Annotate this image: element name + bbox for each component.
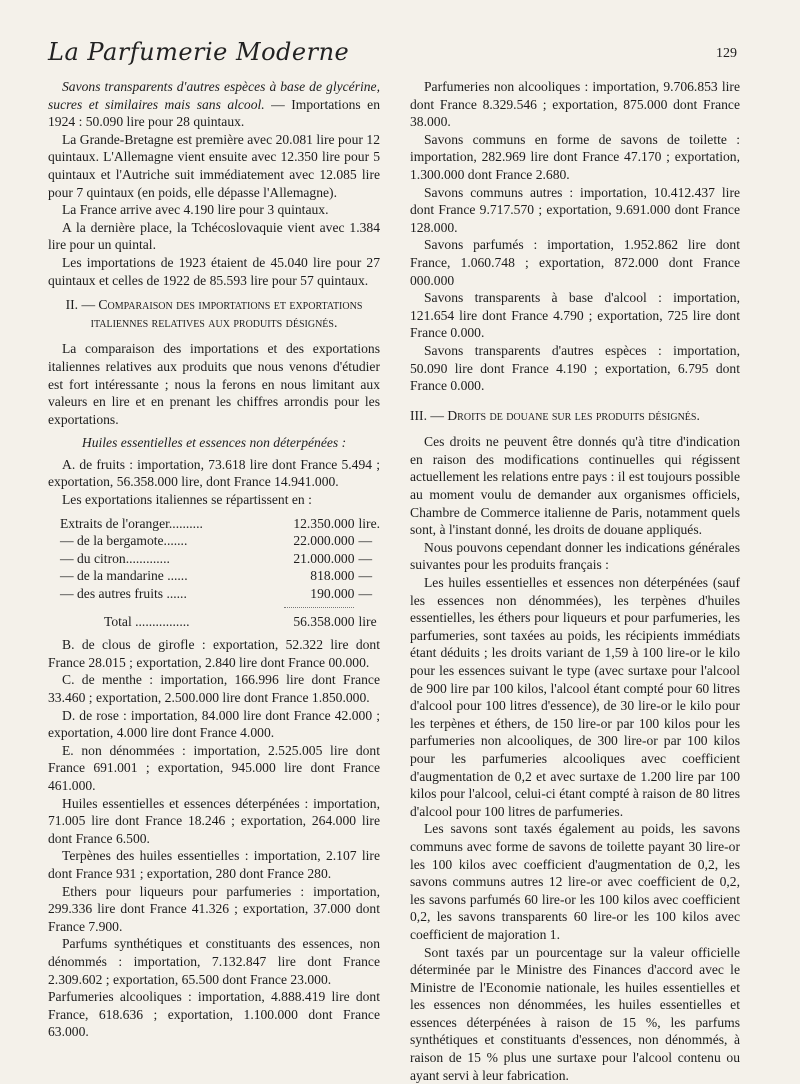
table-cell: 818.000 [277, 567, 354, 585]
table-cell: — [354, 567, 380, 585]
paragraph: Savons parfumés : importation, 1.952.862 lire dont France, 1.060.748 ; exportation, 872.000 dont France 000.000 [410, 236, 740, 289]
paragraph: A la dernière place, la Tchécoslovaquie vient avec 1.384 lire pour un quintal. [48, 219, 380, 254]
right-column [410, 78, 740, 1084]
table-cell: lire [354, 613, 380, 631]
table-cell: 190.000 [277, 585, 354, 603]
paragraph: E. non dénommées : importation, 2.525.005 lire dont France 691.001 ; exportation, 945.000 lire dont France 461.000. [48, 742, 380, 795]
subheading: Huiles essentielles et essences non déterpénées : [48, 434, 380, 452]
paragraph [48, 78, 380, 131]
paragraph: Savons communs en forme de savons de toilette : importation, 282.969 lire dont France 47.170 ; exportation, 1.300.000 dont France 2.680. [410, 131, 740, 184]
table-cell: — [354, 550, 380, 568]
paragraph: Parfumeries non alcooliques : importation, 9.706.853 lire dont France 8.329.546 ; exportation, 875.000 dont France 38.000. [410, 78, 740, 131]
table-rule [60, 603, 380, 613]
paragraph-text: — Importations en 1924 : 50.090 lire pour 28 quintaux. [48, 97, 380, 130]
section-heading: II. — Comparaison des importations et exportations italiennes relatives aux produits désignés. [48, 296, 380, 331]
paragraph: Savons transparents à base d'alcool : importation, 121.654 lire dont France 4.790 ; exportation, 725 lire dont France 0.000. [410, 289, 740, 342]
paragraph: Huiles essentielles et essences déterpénées : importation, 71.005 lire dont France 18.246 ; exportation, 264.000 lire dont France 6.500. [48, 795, 380, 848]
journal-title: La Parfumerie Moderne [48, 38, 349, 66]
paragraph: La France arrive avec 4.190 lire pour 3 quintaux. [48, 201, 380, 219]
table-cell: — des autres fruits ...... [60, 585, 277, 603]
table-cell: — de la bergamote....... [60, 532, 277, 550]
paragraph: La comparaison des importations et des exportations italiennes relatives aux produits que nous venons d'étudier est fort intéressante ; nous la ferons en nous limitant aux valeurs en lire et en prenant les chiffres arrondis pour les exportations. [48, 340, 380, 428]
paragraph: Parfums synthétiques et constituants des essences, non dénommés : importation, 7.132.847 lire dont France 2.309.602 ; exportation, 65.500 dont France 23.000. [48, 935, 380, 988]
italic-lead: Savons transparents d'autres espèces à base de glycérine, sucres et similaires mais sans alcool. [48, 79, 380, 112]
table-row [60, 515, 380, 533]
section-heading: III. — Droits de douane sur les produits désignés. [410, 407, 740, 425]
table-cell: lire. [354, 515, 380, 533]
left-column [48, 78, 380, 1041]
table-cell: — de la mandarine ...... [60, 567, 277, 585]
paragraph: Les importations de 1923 étaient de 45.040 lire pour 27 quintaux et celles de 1922 de 85.593 lire pour 57 quintaux. [48, 254, 380, 289]
table-cell: — [354, 585, 380, 603]
paragraph: Ethers pour liqueurs pour parfumeries : importation, 299.336 lire dont France 41.326 ; exportation, 37.000 dont France 7.900. [48, 883, 380, 936]
table-row [60, 532, 380, 550]
paragraph: Savons transparents d'autres espèces : importation, 50.090 lire dont France 4.190 ; exportation, 6.795 dont France 0.000. [410, 342, 740, 395]
table-cell: Total ................ [60, 613, 277, 631]
table-cell: Extraits de l'oranger.......... [60, 515, 277, 533]
table-cell: 56.358.000 [277, 613, 354, 631]
exports-table [60, 515, 380, 631]
table-row [60, 550, 380, 568]
paragraph: A. de fruits : importation, 73.618 lire dont France 5.494 ; exportation, 56.358.000 lire, dont France 14.941.000. [48, 456, 380, 491]
table-row [60, 585, 380, 603]
paragraph: C. de menthe : importation, 166.996 lire dont France 33.460 ; exportation, 2.500.000 lire dont France 1.850.000. [48, 671, 380, 706]
paragraph: Nous pouvons cependant donner les indications générales suivantes pour les produits français : [410, 539, 740, 574]
table-cell: 12.350.000 [277, 515, 354, 533]
table-cell: 22.000.000 [277, 532, 354, 550]
paragraph: Sont taxés par un pourcentage sur la valeur officielle déterminée par le Ministre des Finances d'accord avec le Ministre de l'Economie nationale, les huiles essentielles et les essences non dénommées, les huiles essentielles et essences déterpénées à raison de 15 %, les parfums synthétiques et constituants d'essences, non dénommés, à raison de 15 % plus une surtaxe pour l'alcool contenu ou ayant servi à leur fabrication. [410, 944, 740, 1084]
page-number: 129 [716, 46, 737, 62]
paragraph: Les huiles essentielles et essences non déterpénées (sauf les essences non dénommées), les terpènes d'huiles essentielles, les éthers pour liqueurs et pour parfumeries, les parfumeries, sont taxées au poids, les récipients immédiats étant déduits ; les droits variant de 1,59 à 100 lire-or le kilo pour les essences suivant le type (avec surtaxe pour l'alcool de 900 lire par 100 kilos, l'alcool étant compté pour 60 litres d'alcool pour 100 litres d'essence), de 30 lire-or le kilo pour les terpènes et éthers, de 150 lire-or par 100 kilos pour les parfumeries non alcooliques, de 300 lire-or par 100 kilos pour les parfumeries alcooliques avec coefficient d'augmentation de 0,2 et avec surtaxe de 1.200 lire par 100 kilos pour l'alcool, celui-ci étant compté à raison de 80 litres d'alcool pour 100 litres de parfumeries. [410, 574, 740, 820]
paragraph: Terpènes des huiles essentielles : importation, 2.107 lire dont France 931 ; exportation, 280 dont France 280. [48, 847, 380, 882]
paragraph: La Grande-Bretagne est première avec 20.081 lire pour 12 quintaux. L'Allemagne vient ensuite avec 12.350 lire pour 5 quintaux et l'Autriche suit immédiatement avec 12.085 lire pour 7 quintaux (en poids, elle dépasse l'Allemagne). [48, 131, 380, 201]
table-cell: — [354, 532, 380, 550]
paragraph: Les exportations italiennes se répartissent en : [48, 491, 380, 509]
paragraph: D. de rose : importation, 84.000 lire dont France 42.000 ; exportation, 4.000 lire dont France 4.000. [48, 707, 380, 742]
paragraph: B. de clous de girofle : exportation, 52.322 lire dont France 28.015 ; exportation, 2.840 lire dont France 00.000. [48, 636, 380, 671]
paragraph: Les savons sont taxés également au poids, les savons communs avec forme de savons de toilette payant 30 lire-or les 100 kilos avec coefficient d'augmentation de 0,2, les savons communs autres 12 lire-or avec coefficient de 0,2, les savons parfumés 60 lire-or les 100 kilos avec coefficient 0,2, les savons transparents 60 lire-or les 100 kilos avec coefficient de majoration 1. [410, 820, 740, 943]
paragraph: Ces droits ne peuvent être donnés qu'à titre d'indication en raison des modifications continuelles qui régissent actuellement les relations entre pays : il est toujours possible au moment voulu de demander aux organismes officiels, Chambre de Commerce italienne de Paris, notamment quels sont, à l'instant donné, les droits de douane appliqués. [410, 433, 740, 539]
paragraph: Savons communs autres : importation, 10.412.437 lire dont France 9.717.570 ; exportation, 9.691.000 dont France 128.000. [410, 184, 740, 237]
table-total-row [60, 613, 380, 631]
table-cell: 21.000.000 [277, 550, 354, 568]
table-row [60, 567, 380, 585]
paragraph: Parfumeries alcooliques : importation, 4.888.419 lire dont France, 618.636 ; exportation, 1.100.000 dont France 63.000. [48, 988, 380, 1041]
table-cell: — du citron............. [60, 550, 277, 568]
